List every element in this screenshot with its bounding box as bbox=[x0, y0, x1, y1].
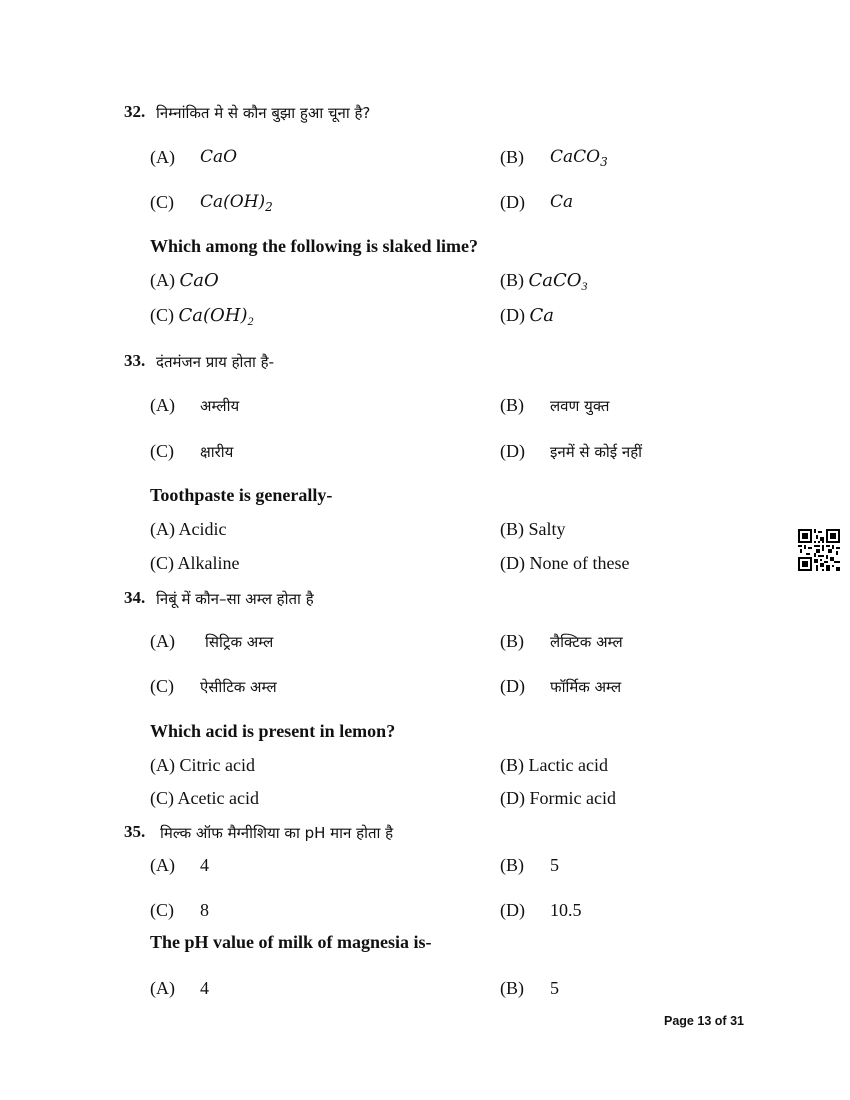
option-label: (C) bbox=[150, 676, 174, 696]
option-english: (A) Citric acid bbox=[150, 755, 255, 775]
option-value: 4 bbox=[200, 855, 209, 875]
option-english: (D) None of these bbox=[500, 553, 630, 573]
option-english: (B) CaCO$_3$ bbox=[500, 270, 588, 293]
option-value: लवण युक्त bbox=[550, 397, 610, 415]
option-label: (B) bbox=[500, 978, 524, 998]
option-value: लैक्टिक अम्ल bbox=[550, 633, 623, 651]
question-english: Toothpaste is generally- bbox=[150, 485, 333, 505]
option-label: (D) bbox=[500, 900, 525, 920]
question-hindi: निम्नांकित मे से कौन बुझा हुआ चूना है? bbox=[156, 104, 371, 122]
option-english: (B) Salty bbox=[500, 519, 566, 539]
option-label: (A) bbox=[150, 147, 175, 167]
question-number: 35. bbox=[124, 822, 146, 841]
option-english: (A) CaO bbox=[150, 270, 219, 291]
page-footer bbox=[664, 1014, 744, 1028]
option-label: (A) bbox=[150, 395, 175, 415]
page-number: 13 bbox=[697, 1014, 712, 1028]
option-english: (C) Alkaline bbox=[150, 553, 240, 573]
page-label: Page bbox=[664, 1014, 694, 1028]
question-hindi: निबूं में कौन–सा अम्ल होता है bbox=[156, 590, 314, 608]
option-label: (C) bbox=[150, 192, 174, 212]
option-value: Ca bbox=[550, 192, 574, 212]
option-english: (D) Ca bbox=[500, 305, 555, 326]
question-number: 33. bbox=[124, 351, 146, 370]
option-label: (B) bbox=[500, 147, 524, 167]
option-label: (A) bbox=[150, 855, 175, 875]
option-value: $Ca(OH)_2$ bbox=[200, 192, 273, 214]
option-value: 4 bbox=[200, 978, 209, 998]
of-label: of bbox=[714, 1014, 727, 1028]
option-value: ऐसीटिक अम्ल bbox=[200, 678, 277, 696]
option-label: (A) bbox=[150, 978, 175, 998]
option-value: इनमें से कोई नहीं bbox=[550, 443, 643, 461]
option-label: (B) bbox=[500, 855, 524, 875]
option-value: अम्लीय bbox=[200, 397, 240, 415]
question-english: Which acid is present in lemon? bbox=[150, 721, 396, 741]
question-number: 32. bbox=[124, 102, 146, 121]
option-value: 5 bbox=[550, 978, 559, 998]
option-english: (A) Acidic bbox=[150, 519, 227, 539]
option-value: 8 bbox=[200, 900, 209, 920]
qr-code-icon bbox=[798, 529, 840, 571]
option-label: (B) bbox=[500, 395, 524, 415]
option-english: (D) Formic acid bbox=[500, 788, 616, 808]
option-value: CaO bbox=[200, 147, 238, 167]
option-value: 5 bbox=[550, 855, 559, 875]
option-value: 10.5 bbox=[550, 900, 582, 920]
question-english: The pH value of milk of magnesia is- bbox=[150, 932, 432, 952]
option-value: क्षारीय bbox=[200, 443, 234, 461]
option-label: (C) bbox=[150, 900, 174, 920]
question-number: 34. bbox=[124, 588, 146, 607]
option-english: (C) Acetic acid bbox=[150, 788, 259, 808]
question-hindi: दंतमंजन प्राय होता है- bbox=[156, 353, 275, 371]
option-label: (D) bbox=[500, 192, 525, 212]
question-english: Which among the following is slaked lime? bbox=[150, 236, 479, 256]
option-english: (B) Lactic acid bbox=[500, 755, 608, 775]
option-label: (D) bbox=[500, 441, 525, 461]
option-english: (C) $Ca(OH)_2$ bbox=[150, 305, 254, 328]
question-hindi: मिल्क ऑफ मैग्नीशिया का pH मान होता है bbox=[160, 824, 394, 842]
option-label: (D) bbox=[500, 676, 525, 696]
total-pages: 31 bbox=[730, 1014, 744, 1028]
option-label: (C) bbox=[150, 441, 174, 461]
option-label: (B) bbox=[500, 631, 524, 651]
option-value: CaCO$_3$ bbox=[550, 147, 608, 169]
option-value: फॉर्मिक अम्ल bbox=[550, 678, 622, 696]
option-label: (A) bbox=[150, 631, 175, 651]
option-value: सिट्रिक अम्ल bbox=[205, 633, 274, 651]
